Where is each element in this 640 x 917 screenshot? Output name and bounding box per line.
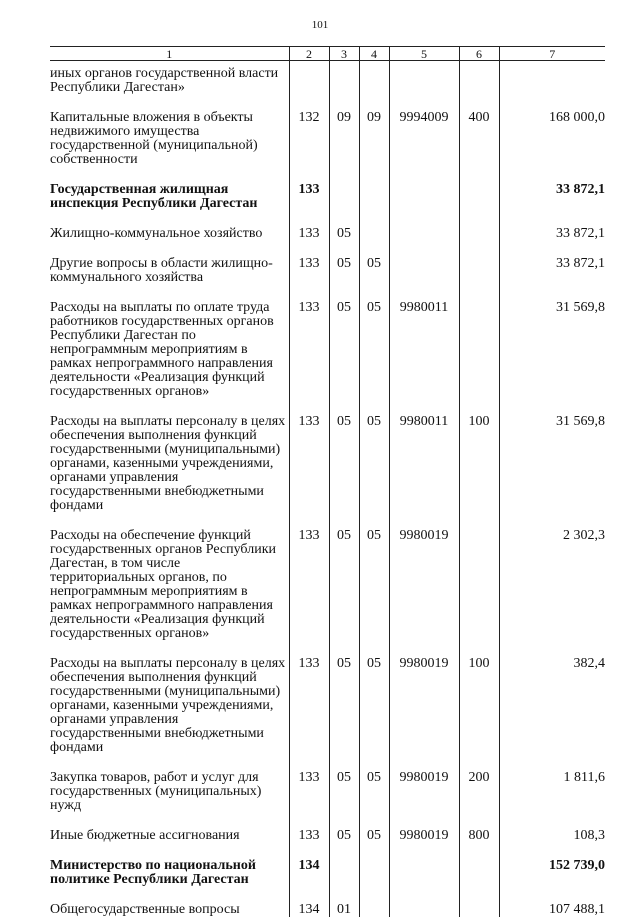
- table-row: [50, 641, 605, 755]
- row-value-cell: 9980019: [389, 641, 459, 755]
- row-value-cell: 133: [289, 399, 329, 513]
- column-header: 5: [389, 47, 459, 61]
- row-value-cell: 09: [359, 95, 389, 167]
- row-value-cell: 05: [359, 641, 389, 755]
- row-value-cell: 100: [459, 399, 499, 513]
- row-name-cell: Жилищно-коммунальное хозяйство: [50, 226, 263, 241]
- row-value-cell: 05: [329, 241, 359, 285]
- row-value-cell: 800: [459, 813, 499, 843]
- row-value-cell: 05: [329, 641, 359, 755]
- row-value-cell: 168 000,0: [499, 95, 605, 167]
- row-value-cell: 133: [289, 167, 329, 211]
- row-value-cell: 05: [329, 755, 359, 813]
- row-name-cell: Расходы на обеспечение функций государственных органов Республики Дагестан, в том числе территориальных органов, по непрограммным мероприятиям в рамках непрограммного направления деятельности «Реализация функций государственных органов»: [50, 528, 276, 641]
- column-header: 3: [329, 47, 359, 61]
- row-value-cell: [459, 167, 499, 211]
- row-name-cell: Другие вопросы в области жилищно-коммунального хозяйства: [50, 256, 273, 285]
- row-value-cell: [359, 167, 389, 211]
- row-value-cell: [459, 285, 499, 399]
- column-header: 7: [499, 47, 605, 61]
- budget-table: [50, 46, 605, 917]
- table-row: [50, 95, 605, 167]
- row-value-cell: 05: [359, 399, 389, 513]
- row-value-cell: [389, 61, 459, 96]
- row-name-cell: Министерство по национальной политике Республики Дагестан: [50, 858, 256, 887]
- row-value-cell: 9980019: [389, 513, 459, 641]
- row-value-cell: 200: [459, 755, 499, 813]
- row-value-cell: [389, 167, 459, 211]
- table-row: [50, 167, 605, 211]
- table-row: [50, 241, 605, 285]
- row-value-cell: 100: [459, 641, 499, 755]
- row-name-cell: Иные бюджетные ассигнования: [50, 828, 240, 843]
- row-value-cell: 33 872,1: [499, 241, 605, 285]
- row-value-cell: 400: [459, 95, 499, 167]
- row-value-cell: 9994009: [389, 95, 459, 167]
- row-value-cell: [329, 167, 359, 211]
- row-name-cell: Капитальные вложения в объекты недвижимого имущества государственной (муниципальной) собственности: [50, 110, 258, 167]
- row-value-cell: [329, 843, 359, 887]
- column-header: 2: [289, 47, 329, 61]
- row-value-cell: [459, 887, 499, 917]
- table-header-row: [50, 47, 605, 61]
- row-value-cell: 133: [289, 241, 329, 285]
- row-value-cell: [359, 211, 389, 241]
- row-value-cell: 133: [289, 513, 329, 641]
- row-value-cell: [329, 61, 359, 96]
- row-value-cell: 33 872,1: [499, 167, 605, 211]
- row-value-cell: 05: [329, 285, 359, 399]
- row-value-cell: [459, 241, 499, 285]
- table-row: [50, 513, 605, 641]
- table-row: [50, 843, 605, 887]
- row-value-cell: 01: [329, 887, 359, 917]
- row-name-cell: Закупка товаров, работ и услуг для государственных (муниципальных) нужд: [50, 770, 262, 813]
- row-value-cell: 134: [289, 843, 329, 887]
- column-header: 6: [459, 47, 499, 61]
- table-row: [50, 755, 605, 813]
- row-value-cell: [289, 61, 329, 96]
- row-value-cell: 05: [329, 813, 359, 843]
- row-value-cell: 05: [329, 513, 359, 641]
- row-value-cell: 133: [289, 285, 329, 399]
- row-value-cell: [459, 513, 499, 641]
- row-value-cell: 05: [359, 755, 389, 813]
- row-value-cell: 31 569,8: [499, 285, 605, 399]
- row-value-cell: [389, 241, 459, 285]
- row-name-cell: Государственная жилищная инспекция Республики Дагестан: [50, 182, 258, 211]
- row-value-cell: [389, 211, 459, 241]
- row-value-cell: [359, 843, 389, 887]
- row-value-cell: 05: [329, 399, 359, 513]
- row-value-cell: 9980019: [389, 813, 459, 843]
- row-value-cell: 9980011: [389, 285, 459, 399]
- table-row: [50, 399, 605, 513]
- row-value-cell: 05: [359, 813, 389, 843]
- row-value-cell: 132: [289, 95, 329, 167]
- row-value-cell: 382,4: [499, 641, 605, 755]
- row-value-cell: 05: [359, 241, 389, 285]
- row-value-cell: 31 569,8: [499, 399, 605, 513]
- row-name-cell: Расходы на выплаты персоналу в целях обеспечения выполнения функций государственными (муниципальными) органами, казенными учреждениями, органами управления государственными внебюджетными фондами: [50, 414, 286, 513]
- row-value-cell: [499, 61, 605, 96]
- table-row: [50, 285, 605, 399]
- row-value-cell: 133: [289, 813, 329, 843]
- row-value-cell: 133: [289, 755, 329, 813]
- row-value-cell: [359, 61, 389, 96]
- row-value-cell: [389, 843, 459, 887]
- row-value-cell: 05: [329, 211, 359, 241]
- row-value-cell: [389, 887, 459, 917]
- row-name-cell: Расходы на выплаты по оплате труда работников государственных органов Республики Дагестан по непрограммным мероприятиям в рамках непрограммного направления деятельности «Реализация функций государственных органов»: [50, 300, 274, 399]
- row-name-cell: Расходы на выплаты персоналу в целях обеспечения выполнения функций государственными (муниципальными) органами, казенными учреждениями, органами управления государственными внебюджетными фондами: [50, 656, 286, 755]
- row-value-cell: 108,3: [499, 813, 605, 843]
- column-header: 1: [50, 47, 289, 61]
- row-value-cell: 133: [289, 641, 329, 755]
- table-row: [50, 887, 605, 917]
- row-value-cell: 107 488,1: [499, 887, 605, 917]
- row-value-cell: [359, 887, 389, 917]
- row-name-cell: Общегосударственные вопросы: [50, 902, 240, 917]
- page-number: 101: [311, 19, 329, 31]
- table-row: [50, 61, 605, 96]
- row-value-cell: 2 302,3: [499, 513, 605, 641]
- table-row: [50, 211, 605, 241]
- row-value-cell: 1 811,6: [499, 755, 605, 813]
- row-value-cell: 9980019: [389, 755, 459, 813]
- table-row: [50, 813, 605, 843]
- row-value-cell: 152 739,0: [499, 843, 605, 887]
- row-value-cell: 134: [289, 887, 329, 917]
- row-value-cell: [459, 843, 499, 887]
- row-value-cell: 05: [359, 285, 389, 399]
- column-header: 4: [359, 47, 389, 61]
- row-value-cell: [459, 61, 499, 96]
- row-value-cell: 9980011: [389, 399, 459, 513]
- row-value-cell: 33 872,1: [499, 211, 605, 241]
- row-name-cell: иных органов государственной власти Республики Дагестан»: [50, 66, 279, 95]
- row-value-cell: [459, 211, 499, 241]
- row-value-cell: 133: [289, 211, 329, 241]
- row-value-cell: 09: [329, 95, 359, 167]
- row-value-cell: 05: [359, 513, 389, 641]
